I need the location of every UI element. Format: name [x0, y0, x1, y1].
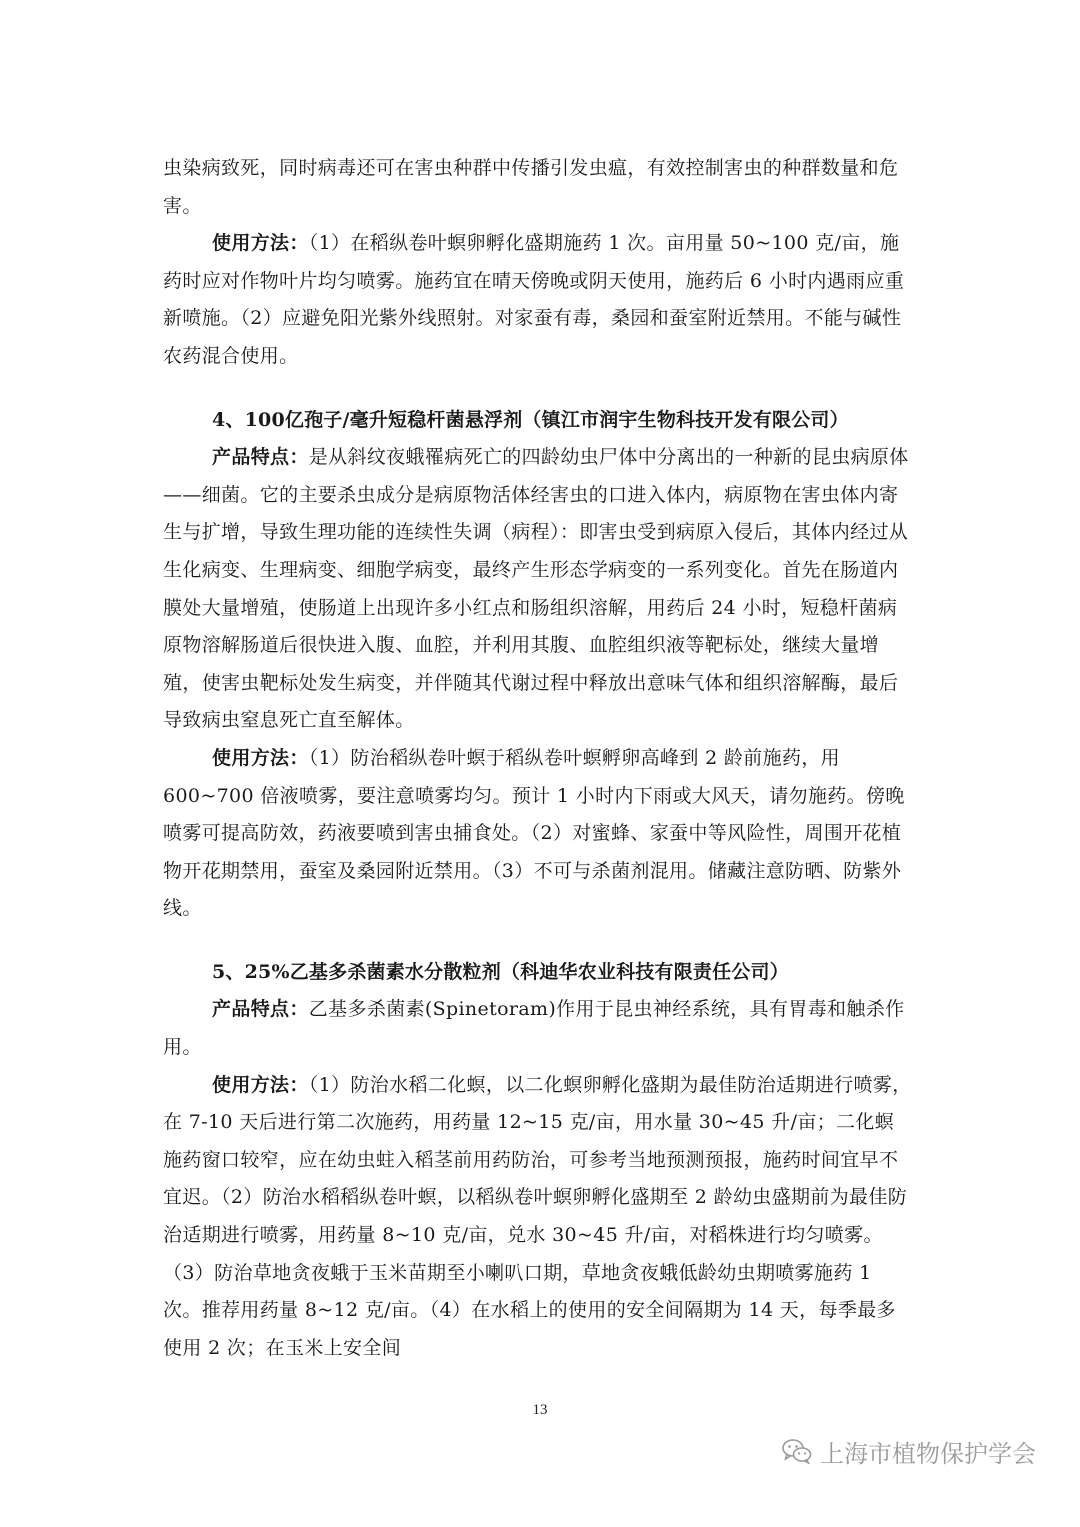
intro-usage [163, 225, 913, 375]
section-4-usage [163, 740, 913, 928]
usage-label: 使用方法： [212, 1073, 309, 1096]
section-5-features [163, 991, 913, 1066]
section-5-heading: 5、25%乙基多杀菌素水分散粒剂（科迪华农业科技有限责任公司） [212, 960, 789, 983]
features-label: 产品特点： [212, 446, 309, 469]
watermark [782, 1434, 1036, 1468]
usage-text: （1）防治水稻二化螟，以二化螟卵孵化盛期为最佳防治适期进行喷雾，在 7-10 天后进行第二次施药，用药量 12~15 克/亩，用水量 30~45 升/亩；二化螟施药窗口较窄，应在幼虫蛀入稻茎前用药防治，可参考当地预测预报，施药时间宜早不宜迟。（2）防治水稻稻纵卷叶螟，以稻纵卷叶螟卵孵化盛期至 2 龄幼虫盛期前为最佳防治适期进行喷雾，用药量 8~10 克/亩，兑水 30~45 升/亩，对稻株进行均匀喷雾。（3）防治草地贪夜蛾于玉米苗期至小喇叭口期，草地贪夜蛾低龄幼虫期喷雾施药 1 次。推荐用药量 8~12 克/亩。（4）在水稻上的使用的安全间隔期为 14 天，每季最多使用 2 次；在玉米上安全间 [163, 1073, 912, 1359]
usage-label: 使用方法： [212, 746, 309, 769]
section-4-features [163, 439, 913, 740]
intro-continuation: 虫染病致死，同时病毒还可在害虫种群中传播引发虫瘟，有效控制害虫的种群数量和危害。 [163, 157, 899, 217]
page-number: 13 [532, 1402, 548, 1418]
features-text: 乙基多杀菌素(Spinetoram)作用于昆虫神经系统，具有胃毒和触杀作用。 [163, 998, 905, 1059]
document-page [163, 150, 913, 1367]
usage-text: （1）在稻纵卷叶螟卵孵化盛期施药 1 次。亩用量 50~100 克/亩，施药时应对作物叶片均匀喷雾。施药宜在晴天傍晚或阴天使用，施药后 6 小时内遇雨应重新喷施。（2）应避免阳光紫外线照射。对家蚕有毒，桑园和蚕室附近禁用。不能与碱性农药混合使用。 [163, 232, 905, 367]
features-text: 是从斜纹夜蛾罹病死亡的四龄幼虫尸体中分离出的一种新的昆虫病原体——细菌。它的主要杀虫成分是病原物活体经害虫的口进入体内，病原物在害虫体内寄生与扩增，导致生理功能的连续性失调（病程）：即害虫受到病原入侵后，其体内经过从生化病变、生理病变、细胞学病变，最终产生形态学病变的一系列变化。首先在肠道内膜处大量增殖，使肠道上出现许多小红点和肠组织溶解，用药后 24 小时，短稳杆菌病原物溶解肠道后很快进入腹、血腔，并利用其腹、血腔组织液等靶标处，继续大量增殖，使害虫靶标处发生病变，并伴随其代谢过程中释放出意味气体和组织溶解酶，最后导致病虫窒息死亡直至解体。 [163, 446, 909, 732]
watermark-text: 上海市植物保护学会 [820, 1439, 1036, 1468]
section-5-usage [163, 1067, 913, 1368]
section-4-heading: 4、100亿孢子/毫升短稳杆菌悬浮剂（镇江市润宇生物科技开发有限公司） [212, 408, 849, 431]
wechat-icon [782, 1438, 812, 1464]
usage-text: （1）防治稻纵卷叶螟于稻纵卷叶螟孵卵高峰到 2 龄前施药，用 600~700 倍液喷雾，要注意喷雾均匀。预计 1 小时内下雨或大风天，请勿施药。傍晚喷雾可提高防效，药液要喷到害虫捕食处。（2）对蜜蜂、家蚕中等风险性，周围开花植物开花期禁用，蚕室及桑园附近禁用。（3）不可与杀菌剂混用。储藏注意防晒、防紫外线。 [163, 746, 905, 920]
features-label: 产品特点： [212, 998, 309, 1021]
usage-label: 使用方法： [212, 232, 309, 255]
